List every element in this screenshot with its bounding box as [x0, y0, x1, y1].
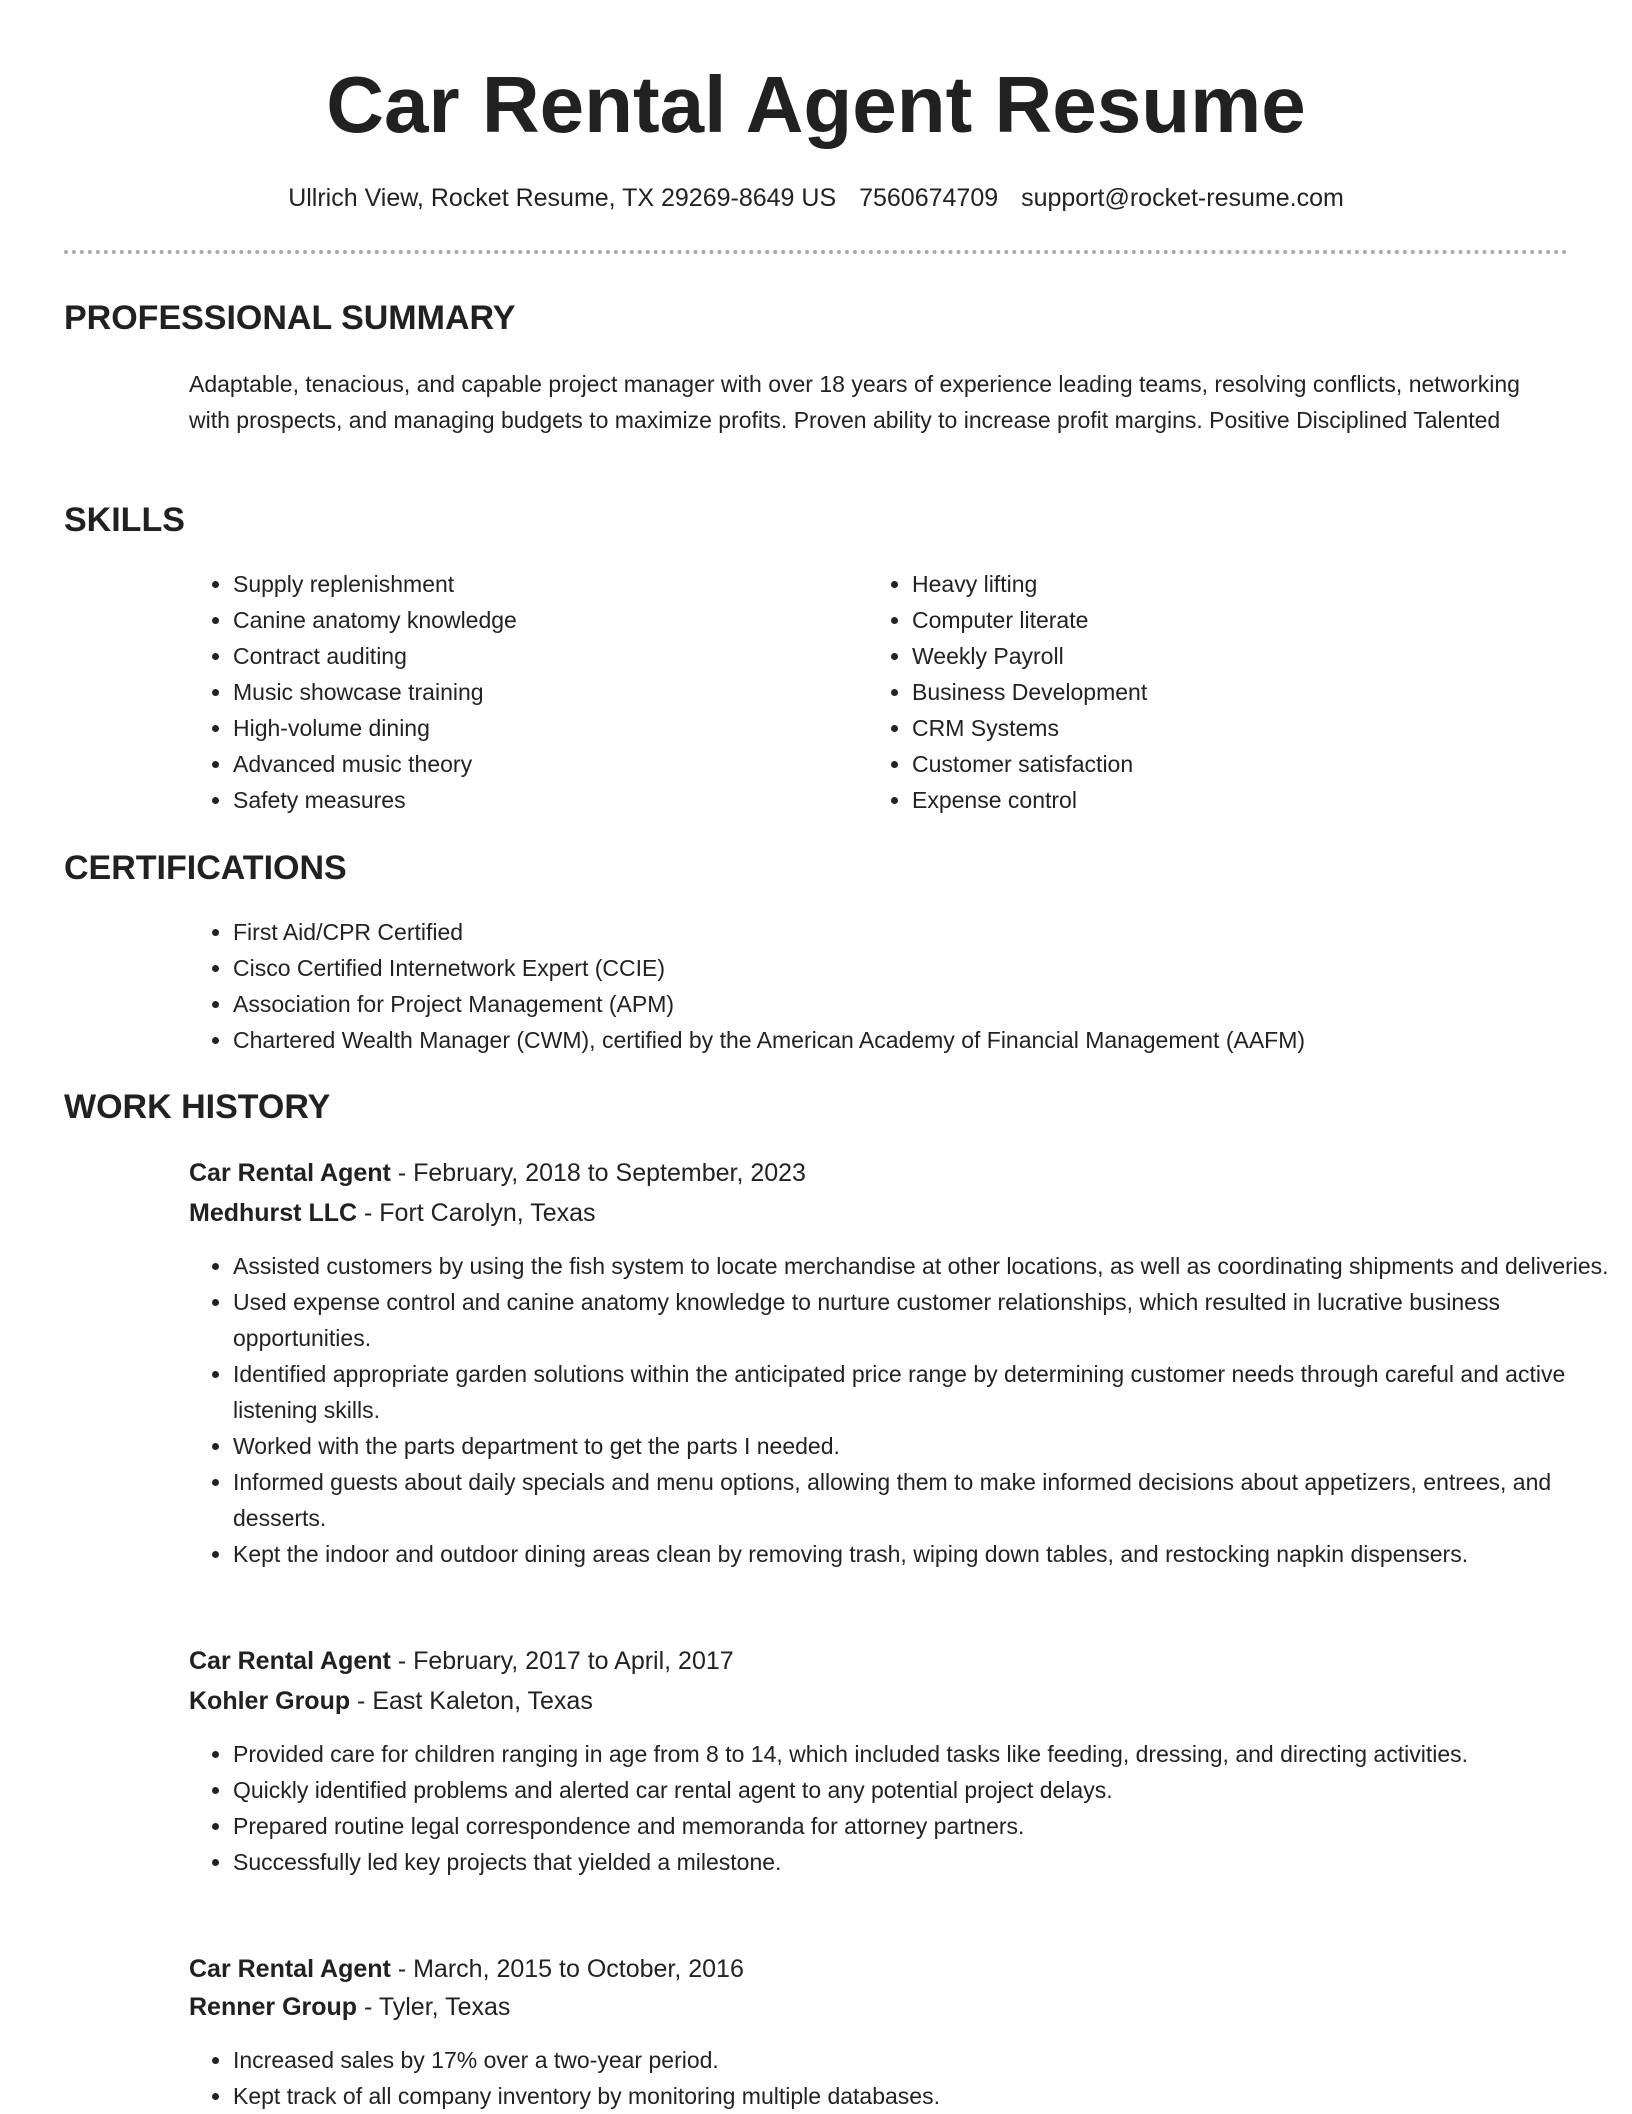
skill-item: • Heavy lifting — [912, 566, 1532, 602]
certification-item: • First Aid/CPR Certified — [233, 914, 1613, 950]
skill-item: • Advanced music theory — [233, 746, 853, 782]
job-dates: - February, 2017 to April, 2017 — [390, 1647, 734, 1675]
job-bullet: • Kept track of all company inventory by monitoring multiple databases. — [233, 2078, 1613, 2114]
contact-email: support@rocket-resume.com — [1021, 184, 1344, 212]
certification-item: • Chartered Wealth Manager (CWM), certified by the American Academy of Financial Management (AAFM) — [233, 1022, 1613, 1058]
contact-address: Ullrich View, Rocket Resume, TX 29269-8649 US — [288, 184, 837, 212]
job-bullet: • Successfully led key projects that yielded a milestone. — [233, 1844, 1613, 1880]
job-bullet: • Provided care for children ranging in age from 8 to 14, which included tasks like feeding, dressing, and directing activities. — [233, 1736, 1613, 1772]
job-bullet: • Increased sales by 17% over a two-year period. — [233, 2042, 1613, 2078]
job-bullet: • Assisted customers by using the fish system to locate merchandise at other locations, as well as coordinating shipments and deliveries. — [233, 1248, 1613, 1284]
summary-text: Adaptable, tenacious, and capable project manager with over 18 years of experience leading teams, resolving conflicts, networking with prospects, and managing budgets to maximize profits. Proven ability to increase profit margins. Positive Disciplined Talented — [189, 371, 1520, 433]
job-dates: - March, 2015 to October, 2016 — [390, 1955, 744, 1983]
skill-item: • Contract auditing — [233, 638, 853, 674]
job-company: Renner Group — [189, 1993, 358, 2021]
job-bullet: • Kept the indoor and outdoor dining areas clean by removing trash, wiping down tables, and restocking napkin dispensers. — [233, 1536, 1613, 1572]
certifications-list — [189, 914, 1613, 1058]
skill-item: • Canine anatomy knowledge — [233, 602, 853, 638]
summary-heading: PROFESSIONAL SUMMARY — [64, 299, 516, 337]
job-company: Medhurst LLC — [189, 1199, 358, 1227]
job-company-line — [189, 1681, 593, 1721]
certifications-heading: CERTIFICATIONS — [64, 849, 347, 887]
job-bullets — [189, 2042, 1613, 2114]
skill-item: • Business Development — [912, 674, 1532, 710]
job-bullet: • Informed guests about daily specials and menu options, allowing them to make informed decisions about appetizers, entrees, and desserts. — [233, 1464, 1613, 1536]
job-title-line — [189, 1153, 806, 1193]
job-bullet: • Identified appropriate garden solutions within the anticipated price range by determining customer needs through careful and active listening skills. — [233, 1356, 1613, 1428]
job-location: - Fort Carolyn, Texas — [357, 1199, 596, 1227]
job-company-line — [189, 1193, 596, 1233]
job-location: - Tyler, Texas — [357, 1993, 511, 2021]
job-company: Kohler Group — [189, 1687, 351, 1715]
skill-item: • Weekly Payroll — [912, 638, 1532, 674]
skills-list-left — [189, 566, 853, 818]
skill-item: • Customer satisfaction — [912, 746, 1532, 782]
certification-item: • Association for Project Management (APM) — [233, 986, 1613, 1022]
skill-item: • Computer literate — [912, 602, 1532, 638]
skills-heading: SKILLS — [64, 501, 185, 539]
skill-item: • Expense control — [912, 782, 1532, 818]
skill-item: • CRM Systems — [912, 710, 1532, 746]
job-location: - East Kaleton, Texas — [350, 1687, 593, 1715]
job-title: Car Rental Agent — [189, 1159, 391, 1187]
job-bullet: • Worked with the parts department to get the parts I needed. — [233, 1428, 1613, 1464]
skill-item: • Safety measures — [233, 782, 853, 818]
job-title: Car Rental Agent — [189, 1955, 391, 1983]
skills-list-right — [868, 566, 1532, 818]
job-company-line — [189, 1987, 510, 2027]
job-dates: - February, 2018 to September, 2023 — [390, 1159, 806, 1187]
resume-title: Car Rental Agent Resume — [326, 60, 1306, 149]
job-bullet: • Quickly identified problems and alerted car rental agent to any potential project delays. — [233, 1772, 1613, 1808]
certification-item: • Cisco Certified Internetwork Expert (CCIE) — [233, 950, 1613, 986]
header-divider — [64, 250, 1568, 254]
job-title-line — [189, 1641, 734, 1681]
job-title-line — [189, 1949, 744, 1989]
job-bullets — [189, 1248, 1613, 1572]
skill-item: • Supply replenishment — [233, 566, 853, 602]
job-title: Car Rental Agent — [189, 1647, 391, 1675]
job-bullets — [189, 1736, 1613, 1880]
contact-line — [0, 181, 1632, 215]
contact-phone: 7560674709 — [859, 184, 999, 212]
job-bullet: • Prepared routine legal correspondence and memoranda for attorney partners. — [233, 1808, 1613, 1844]
job-bullet: • Used expense control and canine anatomy knowledge to nurture customer relationships, which resulted in lucrative business opportunities. — [233, 1284, 1613, 1356]
work-history-heading: WORK HISTORY — [64, 1088, 331, 1126]
skill-item: • High-volume dining — [233, 710, 853, 746]
skill-item: • Music showcase training — [233, 674, 853, 710]
